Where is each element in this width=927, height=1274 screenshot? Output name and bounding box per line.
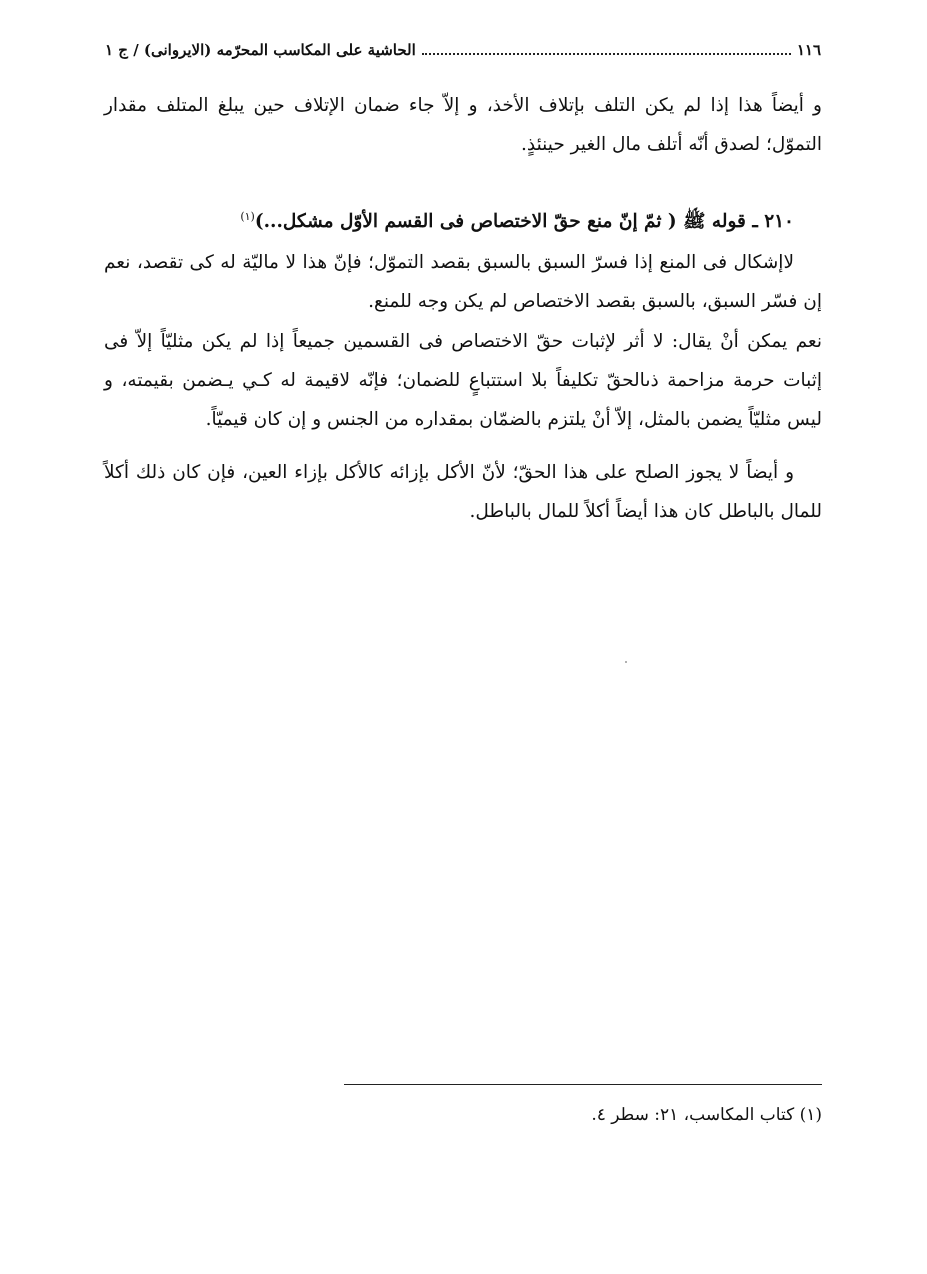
paragraph-settlement: و أيضاً لا يجوز الصلح على هذا الحقّ؛ لأنّ الأكل بإزائه كالأكل بإزاء العين، فإن كان ذلك أكلاً للمال بالباطل كان هذا أيضاً أكلاً للمال بالباطل. [104, 462, 822, 522]
footnote-reference: (١) [240, 209, 255, 223]
page-number: ١١٦ [796, 41, 821, 59]
paragraph-possibility: نعم يمكن أنْ يقال: لا أثر لإثبات حقّ الاختصاص فى القسمين جميعاً إذا لم يكن مثليّاً إلاّ فى إثبات حرمة مزاحمة ذىالحقّ تكليفاً بلا استتباعٍ للضمان؛ فإنّه لاقيمة له كـي يـضمن بقيمته، و ليس مثليّاً يضمن بالمثل، إلاّ أنْ يلتزم بالضمّان بمقداره من الجنس و إن كان قيميّاً. [104, 331, 822, 430]
page-header [105, 34, 821, 66]
footnote-separator [344, 1084, 822, 1085]
header-dot-leader [422, 53, 791, 55]
paragraph-continuation: و أيضاً هذا إذا لم يكن التلف بإتلاف الأخذ، و إلاّ جاء ضمان الإتلاف حين يبلغ المتلف مقدار التموّل؛ لصدق أنّه أتلف مال الغير حينئذٍ. [104, 95, 822, 155]
footnote: (١) كتاب المكاسب، ٢١: سطر ٤. [591, 1105, 822, 1125]
section-heading [104, 202, 822, 241]
running-title: الحاشية على المكاسب المحرّمه (الايروانى) / ج ١ [105, 41, 416, 59]
paragraph-commentary: لاإشكال فى المنع إذا فسرّ السبق بالسبق بقصد التموّل؛ فإنّ هذا لا ماليّة له كى تقصد، نعم إن فسّر السبق، بالسبق بقصد الاختصاص لم يكن وجه للمنع. [104, 252, 822, 312]
scan-speck [625, 661, 627, 663]
section-heading-text: ٢١٠ ـ قوله ﷺ ( ثمّ إنّ منع حقّ الاختصاص فى القسم الأوّل مشكل...) [254, 211, 794, 232]
